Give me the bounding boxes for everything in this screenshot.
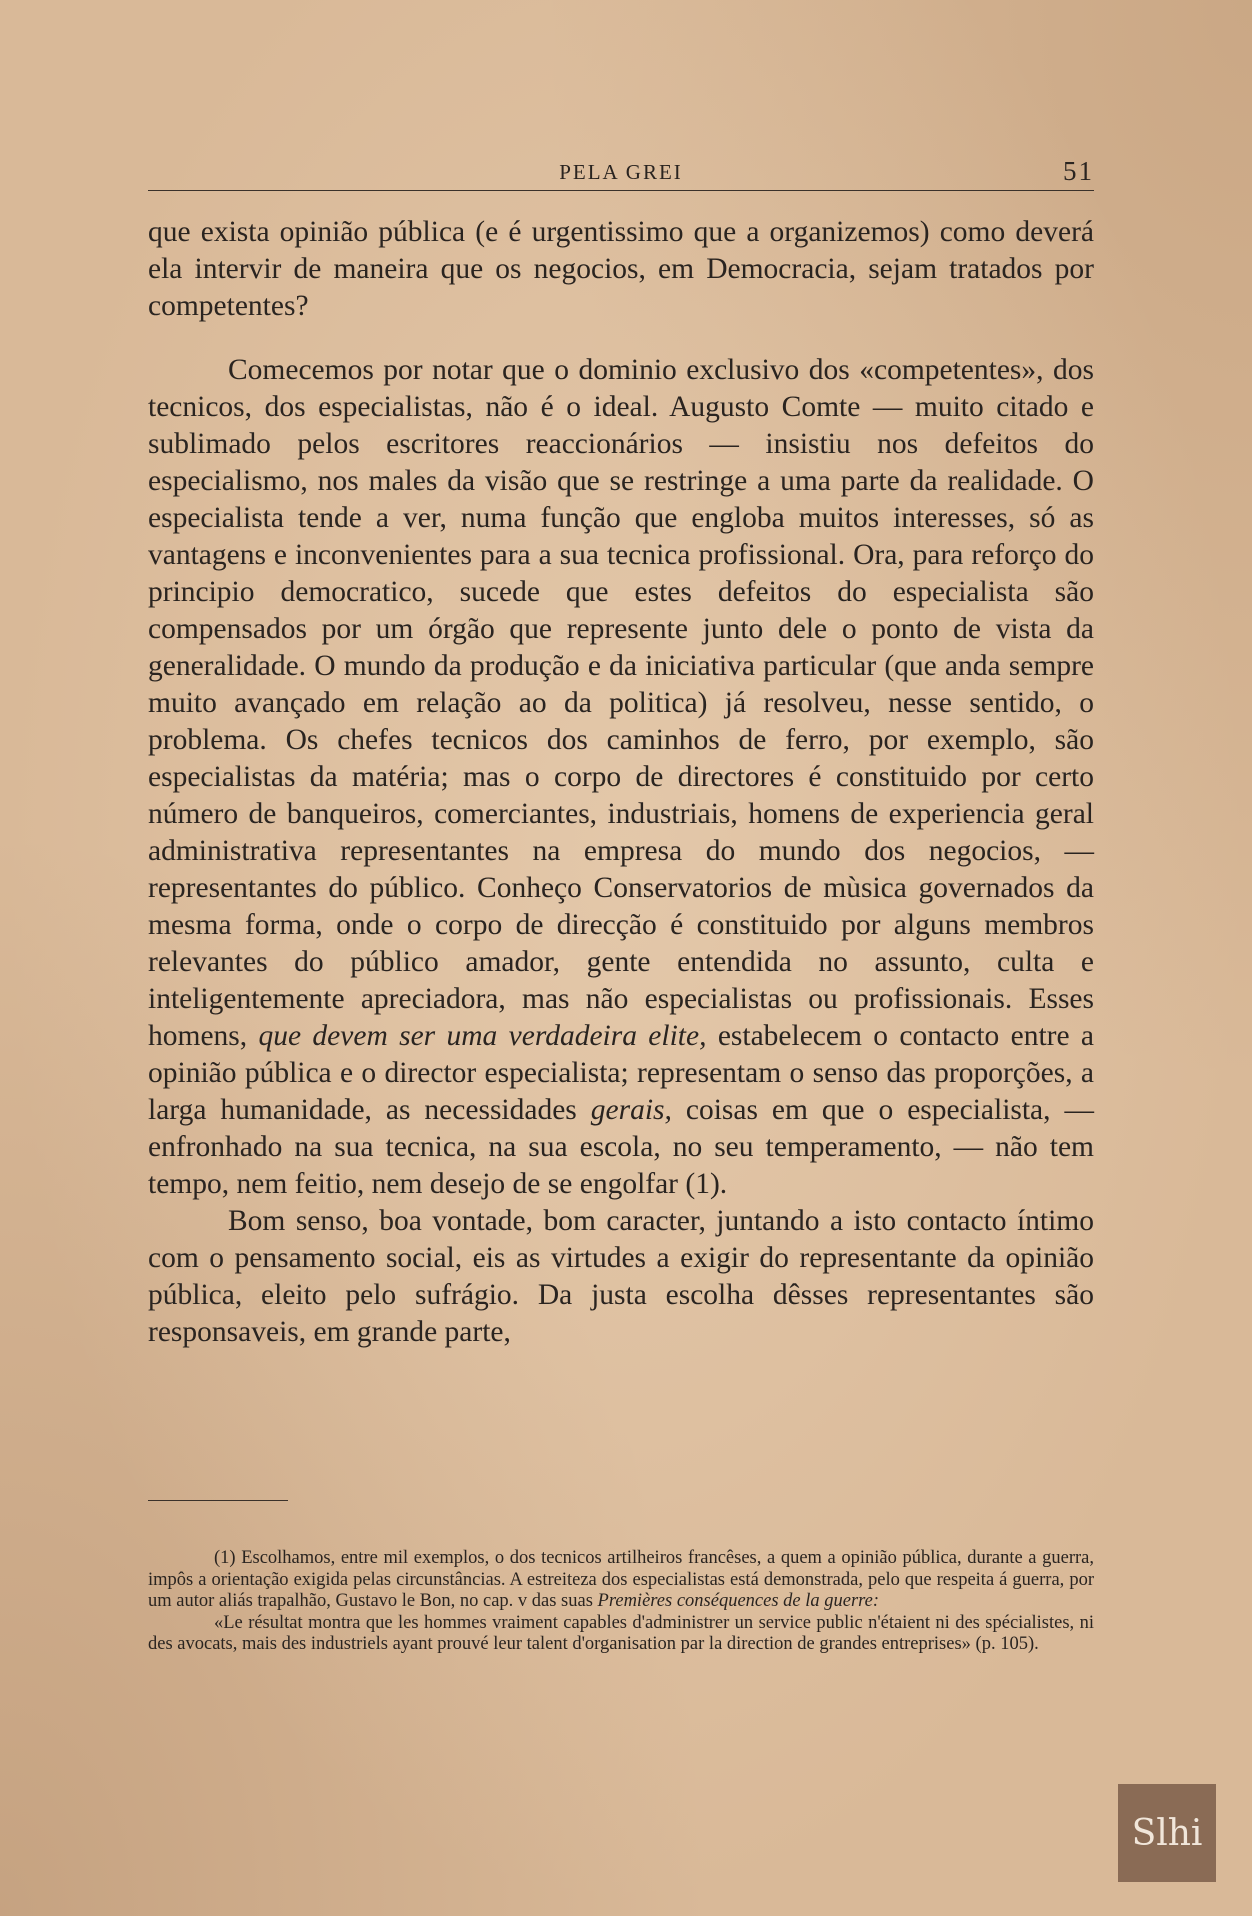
italic-phrase-elite: que devem ser uma verdadeira elite, [258,1020,707,1052]
paragraph-3: Bom senso, boa vontade, bom caracter, juntando a isto contacto íntimo com o pensamento social, eis as virtudes a exigir do representante da opinião pública, eleito pelo sufrágio. Da justa escolha dêsses representantes são responsaveis, em grande parte, [148,1205,1094,1348]
paragraph-2-part-a: Comecemos por notar que o dominio exclusivo dos «competentes», dos tecnicos, dos especialistas, não é o ideal. Augusto Comte — muito citado e sublimado pelos escritores reaccionários — insistiu nos defeitos do especialismo, nos males da visão que se restringe a uma parte da realidade. O especialista tende a ver, numa função que engloba muitos interesses, só as vantagens e inconvenientes para a sua tecnica profissional. Ora, para reforço do principio democratico, sucede que estes defeitos do especialista são compensados por um órgão que represente junto dele o ponto de vista da generalidade. O mundo da produção e da iniciativa particular (que anda sempre muito avançado em relação ao da politica) já resolveu, nesse sentido, o problema. Os chefes tecnicos dos caminhos de ferro, por exemplo, são especialistas da matéria; mas o corpo de directores é constituido por certo número de banqueiros, comerciantes, industriais, homens de experiencia geral administrativa representantes na empresa do mundo dos negocios, — representantes do público. Conheço Conservatorios de mùsica governados da mesma forma, onde o corpo de direcção é constituido por alguns membros relevantes do público amador, gente entendida no assunto, culta e inteligentemente apreciadora, mas não especialistas ou profissionais. Esses homens, [148,354,1094,1052]
paragraph-2 [148,352,1094,1203]
footnote-1-text: (1) Escolhamos, entre mil exemplos, o dos tecnicos artilheiros francêses, a quem a opinião pública, durante a guerra, impôs a orientação exigida pelas circunstâncias. A estreiteza dos especialistas está demonstrada, pelo que respeita á guerra, por um autor aliás trapalhão, Gustavo le Bon, no cap. v das suas [148,1548,1094,1611]
footnote-1-quote: «Le résultat montra que les hommes vraiment capables d'administrer un service public n'étaient ni des spécialistes, ni des avocats, mais des industriels ayant prouvé leur talent d'organisation par la direction de grandes entreprises» (p. 105). [148,1612,1094,1654]
library-stamp-text: Slhi [1131,1812,1203,1854]
footnote-1-title: Premières conséquences de la guerre: [597,1591,880,1611]
paragraph-2-part-c: coisas em que o especialista, — enfronhado na sua tecnica, na sua escola, no seu temperamento, — não tem tempo, nem feitio, nem desejo de se engolfar (1). [148,1094,1094,1200]
footnote-1 [148,1548,1094,1613]
library-stamp [1118,1784,1216,1882]
main-text [148,214,1094,1351]
italic-word-gerais: gerais, [590,1094,672,1126]
page-number: 51 [1063,156,1094,186]
footnotes [148,1548,1094,1656]
page-header [148,156,1094,191]
footnote-rule [148,1500,288,1501]
running-head: PELA GREI [559,160,683,184]
paragraph-1: que exista opinião pública (e é urgentissimo que a organizemos) como deverá ela intervir de maneira que os negocios, em Democracia, sejam tratados por competentes? [148,216,1094,322]
paragraph-2-part-b: estabelecem o contacto entre a opinião pública e o director especialista; representam o senso das proporções, a larga humanidade, as necessidades [148,1020,1095,1126]
